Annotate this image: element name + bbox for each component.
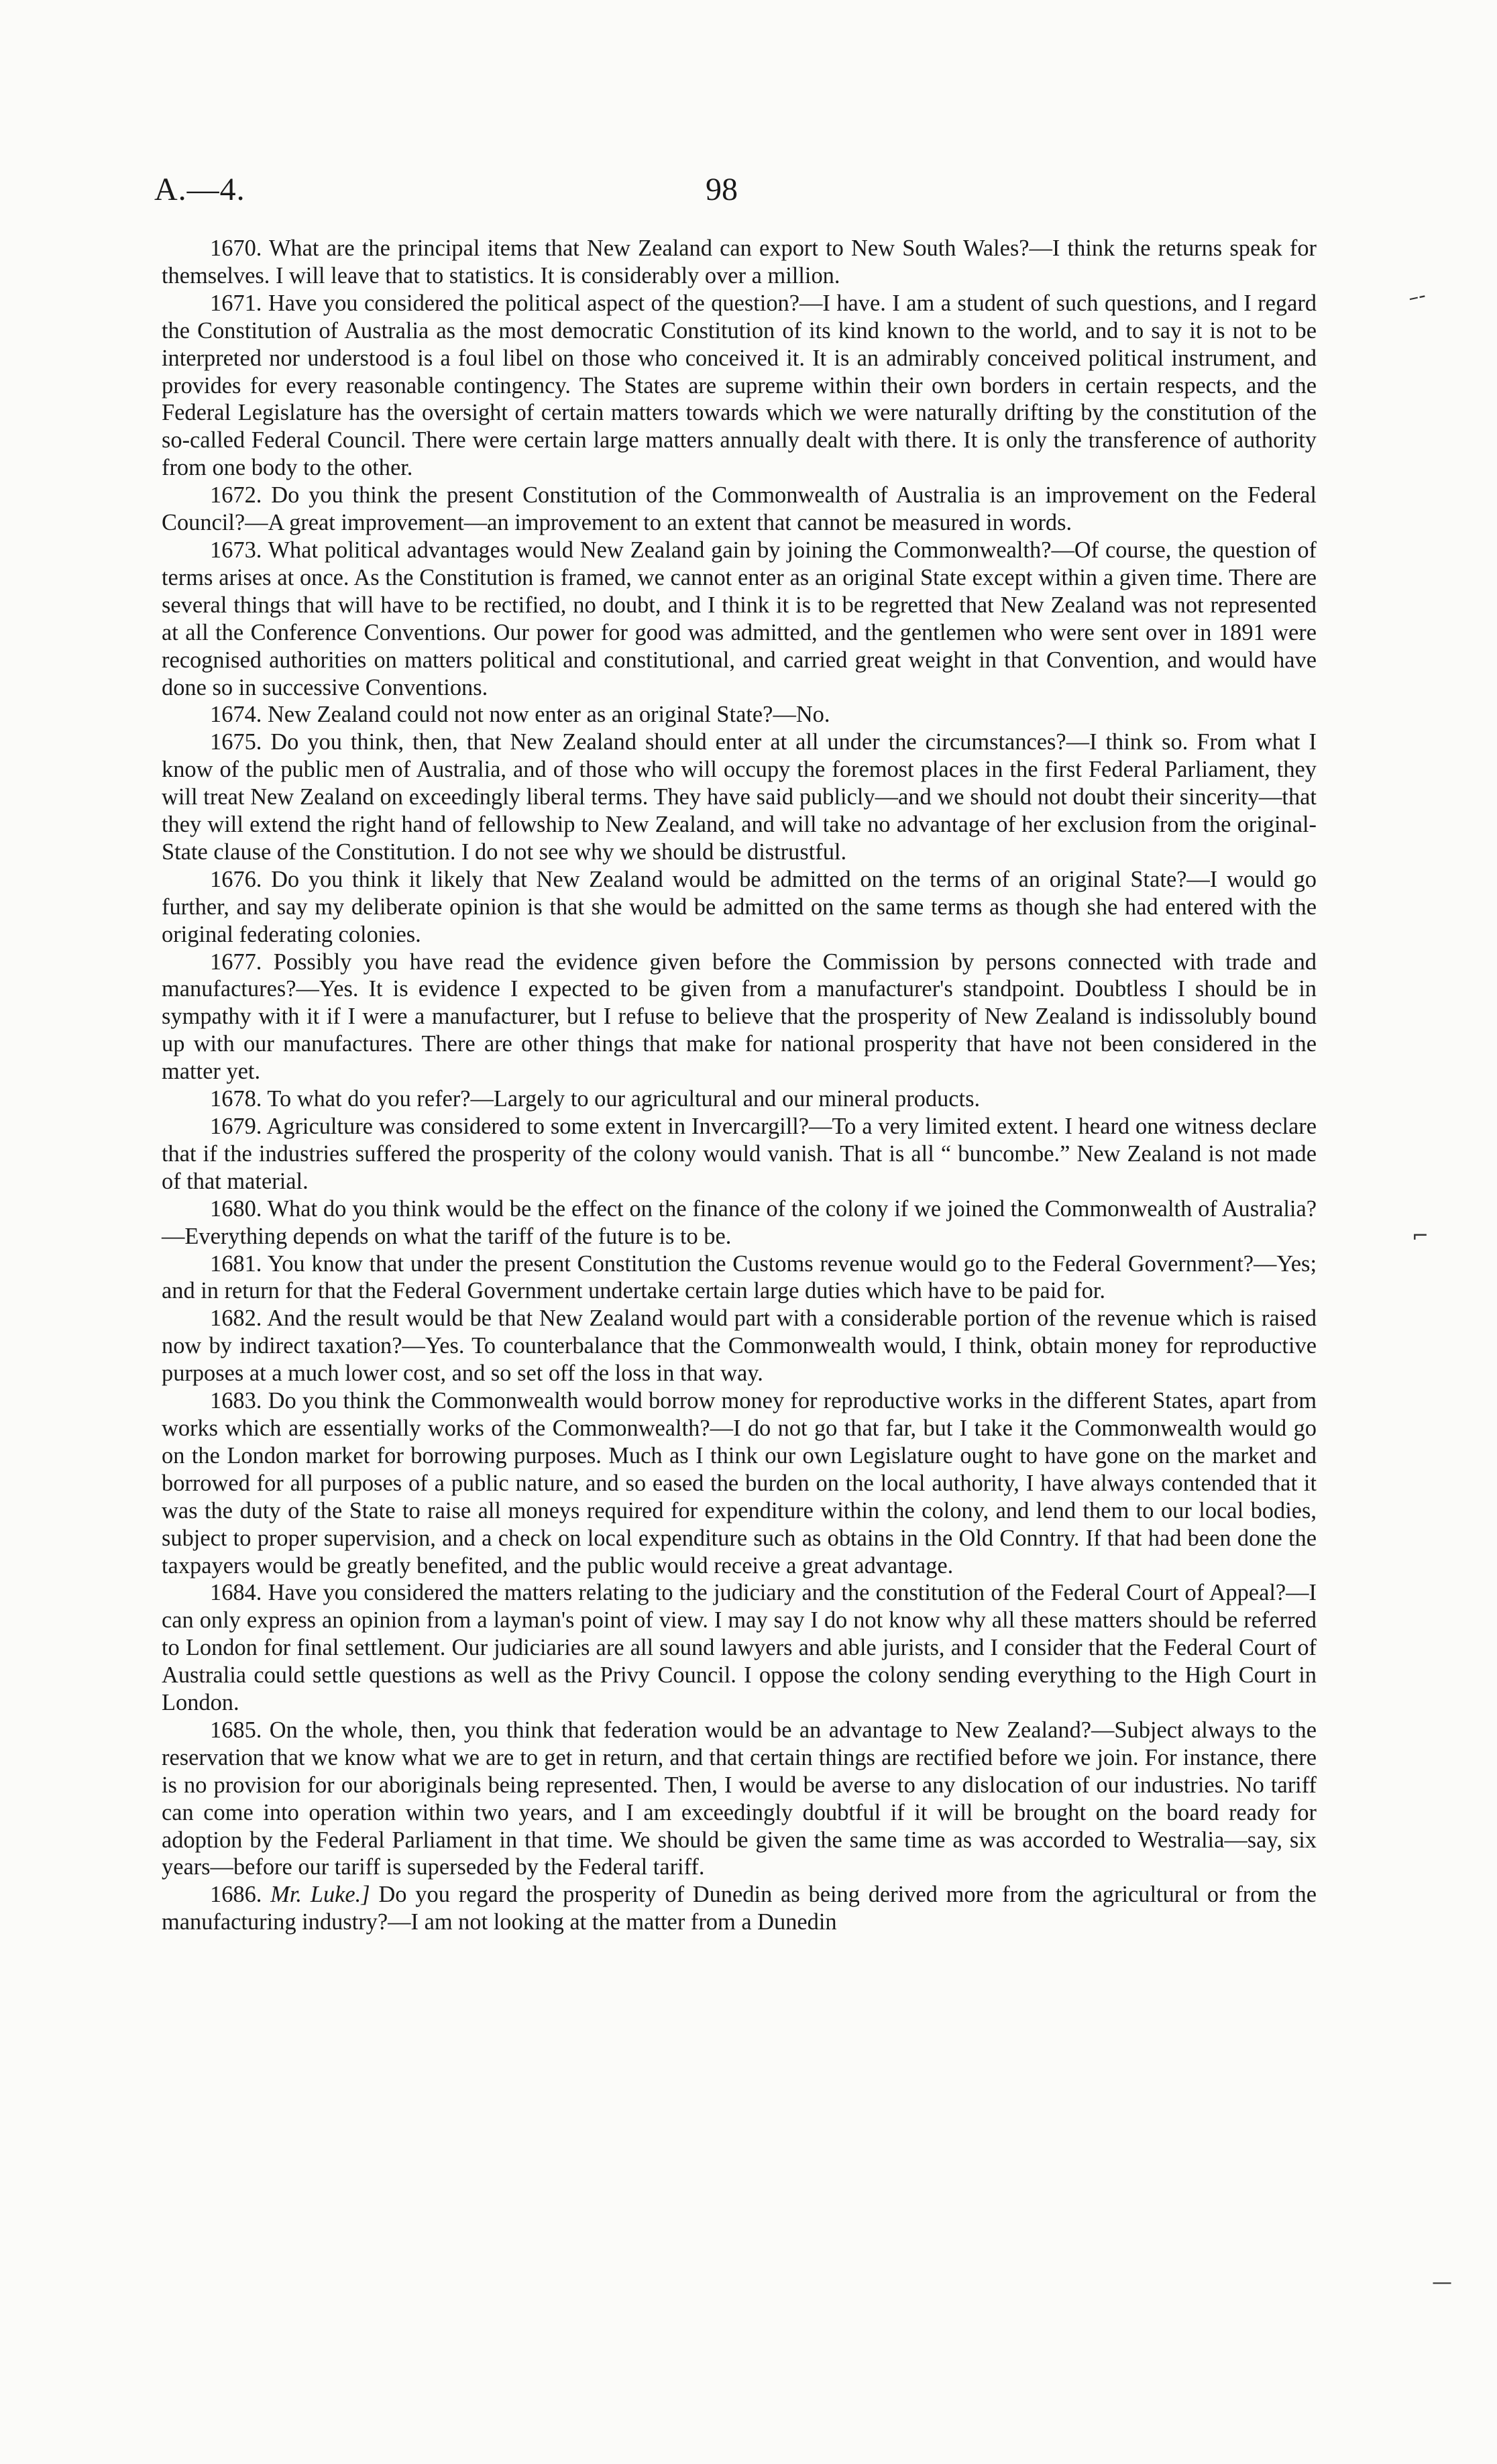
paragraph-1670: 1670. What are the principal items that New Zealand can export to New South Wales?—I think the returns speak for themselves. I will leave that to statistics. It is considerably over a million. [162, 235, 1317, 288]
page-number: 98 [706, 172, 738, 207]
document-body [162, 235, 1317, 1936]
document-reference: A.—4. [154, 172, 245, 207]
paragraph-1679: 1679. Agriculture was considered to some extent in Invercargill?—To a very limited extent. I heard one witness declare that if the industries suffered the prosperity of the colony would vanish. That is all “ buncombe.” New Zealand is not made of that material. [162, 1114, 1317, 1194]
paragraph-1681: 1681. You know that under the present Constitution the Customs revenue would go to the Federal Government?—Yes; and in return for that the Federal Government undertake certain large duties which have to be paid for. [162, 1250, 1317, 1304]
paragraph-1674: 1674. New Zealand could not now enter as an original State?—No. [210, 702, 830, 728]
paragraph-1685: 1685. On the whole, then, you think that federation would be an advantage to New Zealand?—Subject always to the reservation that we know what we are to get in return, and that certain things are rectified before we join. For instance, there is no provision for our aboriginals being represented. Then, I would be averse to any dislocation of our industries. No tariff can come into operation within two years, and I am exceedingly doubtful if it will be brought on the board ready for adoption by the Federal Parliament in that time. We should be given the same time as was accorded to Westralia—say, six years—before our tariff is superseded by the Federal tariff. [162, 1717, 1317, 1880]
paragraph-1683: 1683. Do you think the Commonwealth would borrow money for reproductive works in the different States, apart from works which are essentially works of the Commonwealth?—I do not go that far, but I take it the Commonwealth would go on the London market for borrowing purposes. Much as I think our own Legislature ought to have gone on the market and borrowed for all purposes of a public nature, and so eased the burden on the local authority, I have always contended that it was the duty of the State to raise all moneys required for expenditure within the colony, and lend them to our local bodies, subject to proper supervision, and a check on local expenditure such as obtains in the Old Conntry. If that had been done the taxpayers would be greatly benefited, and the public would receive a great advantage. [162, 1388, 1317, 1578]
paragraph-1684: 1684. Have you considered the matters relating to the judiciary and the constitution of the Federal Court of Appeal?—I can only express an opinion from a layman's point of view. I may say I do not know why all these matters should be referred to London for final settlement. Our judiciaries are all sound lawyers and able jurists, and I consider that the Federal Court of Australia could settle questions as well as the Privy Council. I oppose the colony sending everything to the High Court in London. [162, 1580, 1317, 1716]
question-number: 1686. [210, 1882, 262, 1908]
paragraph-1682: 1682. And the result would be that New Zealand would part with a considerable portion of the revenue which is raised now by indirect taxation?—Yes. To counterbalance that the Commonwealth would, I think, obtain money for reproductive purposes at a much lower cost, and so set off the loss in that way. [162, 1305, 1317, 1387]
paragraph-1672: 1672. Do you think the present Constitution of the Commonwealth of Australia is an improvement on the Federal Council?—A great improvement—an improvement to an extent that cannot be measured in words. [162, 482, 1317, 536]
margin-mark: — [1432, 2271, 1452, 2294]
paragraph-1676: 1676. Do you think it likely that New Zealand would be admitted on the terms of an original State?—I would go further, and say my deliberate opinion is that she would be admitted on the same terms as though she had entered with the original federating colonies. [162, 866, 1317, 947]
margin-mark: ⌐ [1412, 1224, 1429, 1248]
paragraph-1677: 1677. Possibly you have read the evidence given before the Commission by persons connected with trade and manufactures?—Yes. It is evidence I expected to be given from a manufacturer's standpoint. Doubtless I should be in sympathy with it if I were a manufacturer, but I refuse to believe that the prosperity of New Zealand is indissolubly bound up with our manufactures. There are other things that make for national prosperity that have not been considered in the matter yet. [162, 949, 1317, 1085]
paragraph-1671: 1671. Have you considered the political aspect of the question?—I have. I am a student of such questions, and I regard the Constitution of Australia as the most democratic Constitution of its kind known to the world, and to say it is not to be interpreted nor understood is a foul libel on those who conceived it. It is an admirably conceived political instrument, and provides for every reasonable contingency. The States are supreme within their own borders in certain respects, and the Federal Legislature has the oversight of certain matters towards which we were naturally drifting by the constitution of the so-called Federal Council. There were certain large matters annually dealt with there. It is only the transference of authority from one body to the other. [162, 290, 1317, 481]
paragraph-1680: 1680. What do you think would be the effect on the finance of the colony if we joined the Commonwealth of Australia?—Everything depends on what the tariff of the future is to be. [162, 1195, 1317, 1249]
margin-mark: –- [1406, 283, 1429, 311]
paragraph-1673: 1673. What political advantages would New Zealand gain by joining the Commonwealth?—Of course, the question of terms arises at once. As the Constitution is framed, we cannot enter as an original State except within a given time. There are several things that will have to be rectified, no doubt, and I think it is to be regretted that New Zealand was not represented at all the Conference Conventions. Our power for good was admitted, and the gentlemen who were sent over in 1891 were recognised authorities on matters political and constitutional, and carried great weight in that Convention, and would have done so in successive Conventions. [162, 537, 1317, 700]
speaker-name: Mr. Luke.] [270, 1882, 370, 1908]
paragraph-text: Do you regard the prosperity of Dunedin as being derived more from the agricultural or from the manufacturing industry?—I am not looking at the matter from a Dunedin [162, 1882, 1317, 1935]
paragraph-1686 [162, 1881, 1317, 1936]
paragraph-1675: 1675. Do you think, then, that New Zealand should enter at all under the circumstances?—I think so. From what I know of the public men of Australia, and of those who will occupy the foremost places in the first Federal Parliament, they will treat New Zealand on exceedingly liberal terms. They have said publicly—and we should not doubt their sincerity—that they will extend the right hand of fellowship to New Zealand, and will take no advantage of her exclusion from the original-State clause of the Constitution. I do not see why we should be distrustful. [162, 729, 1317, 865]
paragraph-1678: 1678. To what do you refer?—Largely to our agricultural and our mineral products. [210, 1086, 981, 1112]
